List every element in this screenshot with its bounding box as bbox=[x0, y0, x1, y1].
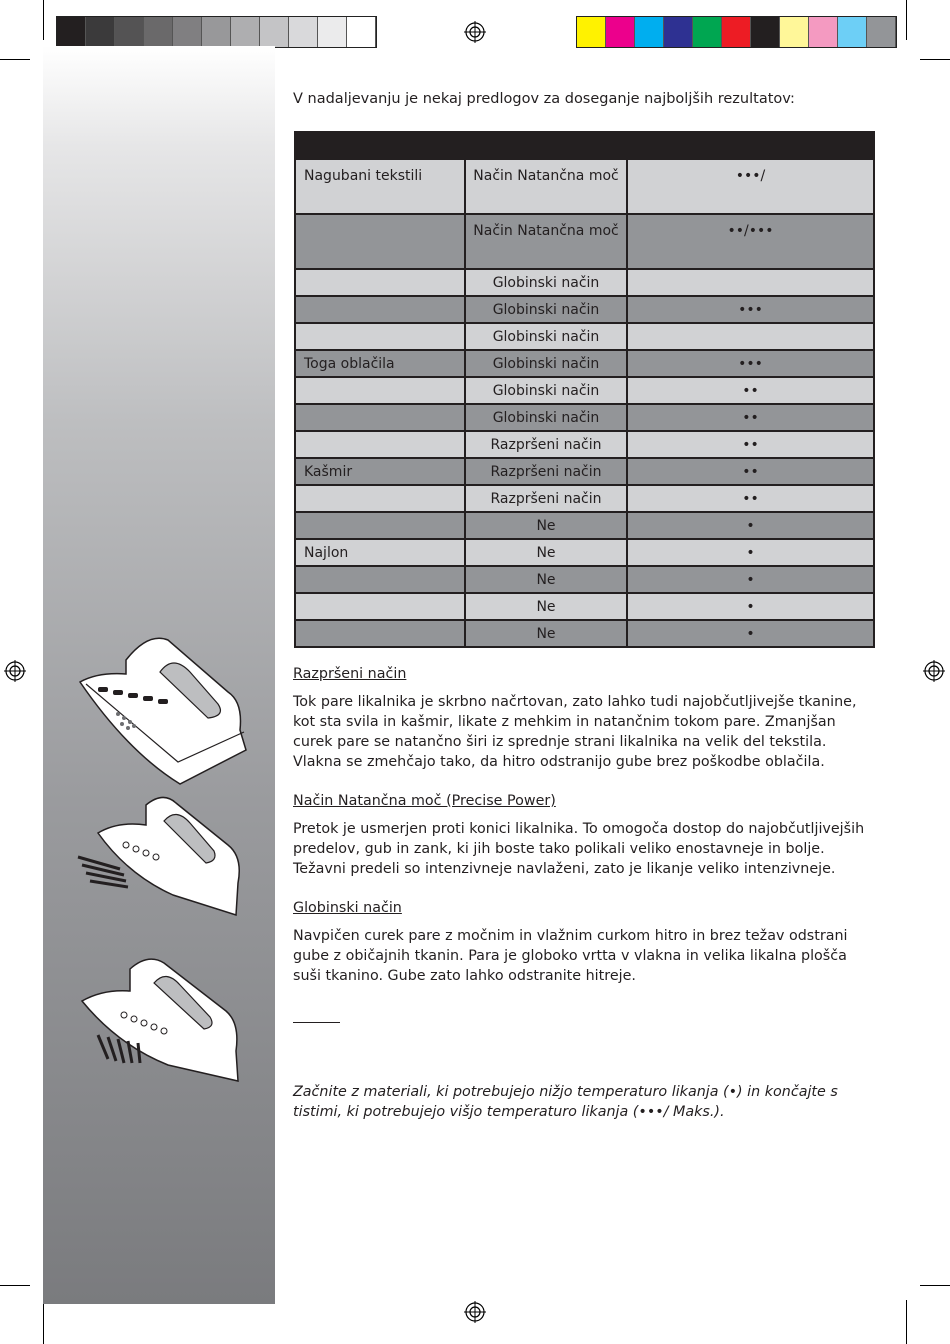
color-swatch bbox=[86, 17, 115, 47]
table-header-cell bbox=[295, 132, 465, 159]
temperature-cell: ••• bbox=[627, 296, 874, 323]
table-row bbox=[295, 323, 874, 350]
crop-mark bbox=[43, 1300, 44, 1344]
fabric-cell bbox=[295, 404, 465, 431]
fabric-cell bbox=[295, 296, 465, 323]
color-swatch bbox=[144, 17, 173, 47]
table-row bbox=[295, 458, 874, 485]
color-swatch bbox=[289, 17, 318, 47]
temperature-cell: • bbox=[627, 512, 874, 539]
color-swatch bbox=[722, 17, 751, 47]
fabric-cell bbox=[295, 485, 465, 512]
table-row bbox=[295, 485, 874, 512]
steam-mode-cell: Globinski način bbox=[465, 404, 627, 431]
steam-mode-cell: Ne bbox=[465, 566, 627, 593]
table-header-cell bbox=[465, 132, 627, 159]
temperature-cell: •• bbox=[627, 458, 874, 485]
fabric-cell bbox=[295, 431, 465, 458]
table-row bbox=[295, 296, 874, 323]
section-diffuse bbox=[293, 664, 878, 772]
table-row bbox=[295, 159, 874, 214]
steam-mode-cell: Ne bbox=[465, 512, 627, 539]
steam-mode-cell: Ne bbox=[465, 539, 627, 566]
steam-mode-cell: Globinski način bbox=[465, 323, 627, 350]
steam-iron-deep-illustration bbox=[68, 955, 268, 1090]
registration-mark-icon bbox=[923, 660, 945, 682]
temperature-cell: ••/••• bbox=[627, 214, 874, 269]
table-row bbox=[295, 214, 874, 269]
color-swatch bbox=[693, 17, 722, 47]
steam-mode-cell: Način Natančna moč bbox=[465, 159, 627, 214]
fabric-cell bbox=[295, 620, 465, 647]
steam-mode-cell: Razpršeni način bbox=[465, 458, 627, 485]
table-header-cell bbox=[627, 132, 874, 159]
ironing-order-note: Začnite z materiali, ki potrebujejo nižjo temperaturo likanja (•) in končajte s tistimi, ki potrebujejo višjo temperaturo likanja (•••/ Maks.). bbox=[293, 1084, 838, 1120]
temperature-cell: • bbox=[627, 566, 874, 593]
table-row bbox=[295, 404, 874, 431]
section-title: Globinski način bbox=[293, 900, 402, 916]
temperature-cell bbox=[627, 269, 874, 296]
table-row bbox=[295, 539, 874, 566]
temperature-cell: •• bbox=[627, 431, 874, 458]
steam-mode-cell: Globinski način bbox=[465, 377, 627, 404]
registration-mark-icon bbox=[464, 1301, 486, 1323]
steam-iron-diffuse-illustration bbox=[68, 632, 268, 792]
color-swatch bbox=[173, 17, 202, 47]
temperature-cell bbox=[627, 323, 874, 350]
steam-mode-cell: Razpršeni način bbox=[465, 431, 627, 458]
section-text: Navpičen curek pare z močnim in vlažnim curkom hitro in brez težav odstrani gube z običajnih tkanin. Para je globoko vrtta v vlakna in velika likalna plošča suši tkanino. Gube zato lahko odstranite hitreje. bbox=[293, 928, 848, 984]
table-row bbox=[295, 269, 874, 296]
crop-mark bbox=[920, 59, 950, 60]
table-header-row bbox=[295, 132, 874, 159]
color-swatch bbox=[867, 17, 896, 47]
temperature-cell: •• bbox=[627, 485, 874, 512]
table-row bbox=[295, 431, 874, 458]
color-swatch bbox=[809, 17, 838, 47]
registration-mark-icon bbox=[4, 660, 26, 682]
steam-iron-precise-illustration bbox=[68, 795, 268, 925]
table-row bbox=[295, 512, 874, 539]
temperature-cell: •• bbox=[627, 377, 874, 404]
fabric-cell: Toga oblačila bbox=[295, 350, 465, 377]
color-swatch bbox=[577, 17, 606, 47]
steam-mode-cell: Ne bbox=[465, 620, 627, 647]
color-swatch bbox=[664, 17, 693, 47]
section-title: Razpršeni način bbox=[293, 666, 407, 682]
color-swatch bbox=[347, 17, 376, 47]
table-row bbox=[295, 566, 874, 593]
fabric-cell: Nagubani tekstili bbox=[295, 159, 465, 214]
steam-mode-cell: Globinski način bbox=[465, 269, 627, 296]
fabric-cell bbox=[295, 566, 465, 593]
color-swatch bbox=[606, 17, 635, 47]
divider bbox=[293, 1022, 340, 1023]
steam-mode-cell: Globinski način bbox=[465, 296, 627, 323]
steam-mode-cell: Razpršeni način bbox=[465, 485, 627, 512]
table-row bbox=[295, 620, 874, 647]
temperature-cell: •• bbox=[627, 404, 874, 431]
steam-mode-cell: Način Natančna moč bbox=[465, 214, 627, 269]
section-precise bbox=[293, 791, 878, 879]
section-deep bbox=[293, 898, 878, 986]
crop-mark bbox=[906, 1300, 907, 1344]
color-swatch bbox=[260, 17, 289, 47]
fabric-cell bbox=[295, 512, 465, 539]
section-text: Pretok je usmerjen proti konici likalnika. To omogoča dostop do najobčutljivejših predelov, gub in zank, ki jih boste tako polikali veliko enostavneje in bolje. Težavni predeli so intenzivneje navlaženi, zato je likanje veliko intenzivneje. bbox=[293, 821, 865, 877]
color-swatch bbox=[780, 17, 809, 47]
fabric-cell bbox=[295, 377, 465, 404]
intro-text: V nadaljevanju je nekaj predlogov za doseganje najboljših rezultatov: bbox=[293, 91, 795, 107]
color-swatch bbox=[202, 17, 231, 47]
section-title: Način Natančna moč (Precise Power) bbox=[293, 793, 556, 809]
crop-mark bbox=[0, 1285, 30, 1286]
fabric-settings-table bbox=[294, 131, 875, 648]
temperature-cell: • bbox=[627, 539, 874, 566]
color-swatch bbox=[838, 17, 867, 47]
fabric-cell bbox=[295, 323, 465, 350]
fabric-cell bbox=[295, 214, 465, 269]
crop-mark bbox=[0, 59, 30, 60]
fabric-cell bbox=[295, 593, 465, 620]
temperature-cell: ••• bbox=[627, 350, 874, 377]
temperature-cell: • bbox=[627, 620, 874, 647]
crop-mark bbox=[920, 1285, 950, 1286]
color-swatch bbox=[231, 17, 260, 47]
color-swatch bbox=[318, 17, 347, 47]
table-row bbox=[295, 350, 874, 377]
fabric-cell bbox=[295, 269, 465, 296]
crop-mark bbox=[43, 0, 44, 40]
color-swatch bbox=[115, 17, 144, 47]
grayscale-color-bar bbox=[56, 16, 377, 48]
table-row bbox=[295, 593, 874, 620]
fabric-cell: Najlon bbox=[295, 539, 465, 566]
color-swatch bbox=[635, 17, 664, 47]
steam-mode-cell: Globinski način bbox=[465, 350, 627, 377]
color-swatch bbox=[751, 17, 780, 47]
crop-mark bbox=[906, 0, 907, 40]
temperature-cell: •••/ bbox=[627, 159, 874, 214]
registration-mark-icon bbox=[464, 21, 486, 43]
cmyk-color-bar bbox=[576, 16, 897, 48]
section-text: Tok pare likalnika je skrbno načrtovan, zato lahko tudi najobčutljivejše tkanine, kot sta svila in kašmir, likate z mehkim in natančnim tokom pare. Zmanjšan curek pare se natančno širi iz sprednje strani likalnika na velik del tekstila. Vlakna se zmehčajo tako, da hitro odstranijo gube brez poškodbe oblačila. bbox=[293, 694, 857, 770]
temperature-cell: • bbox=[627, 593, 874, 620]
color-swatch bbox=[57, 17, 86, 47]
fabric-cell: Kašmir bbox=[295, 458, 465, 485]
steam-mode-cell: Ne bbox=[465, 593, 627, 620]
table-row bbox=[295, 377, 874, 404]
